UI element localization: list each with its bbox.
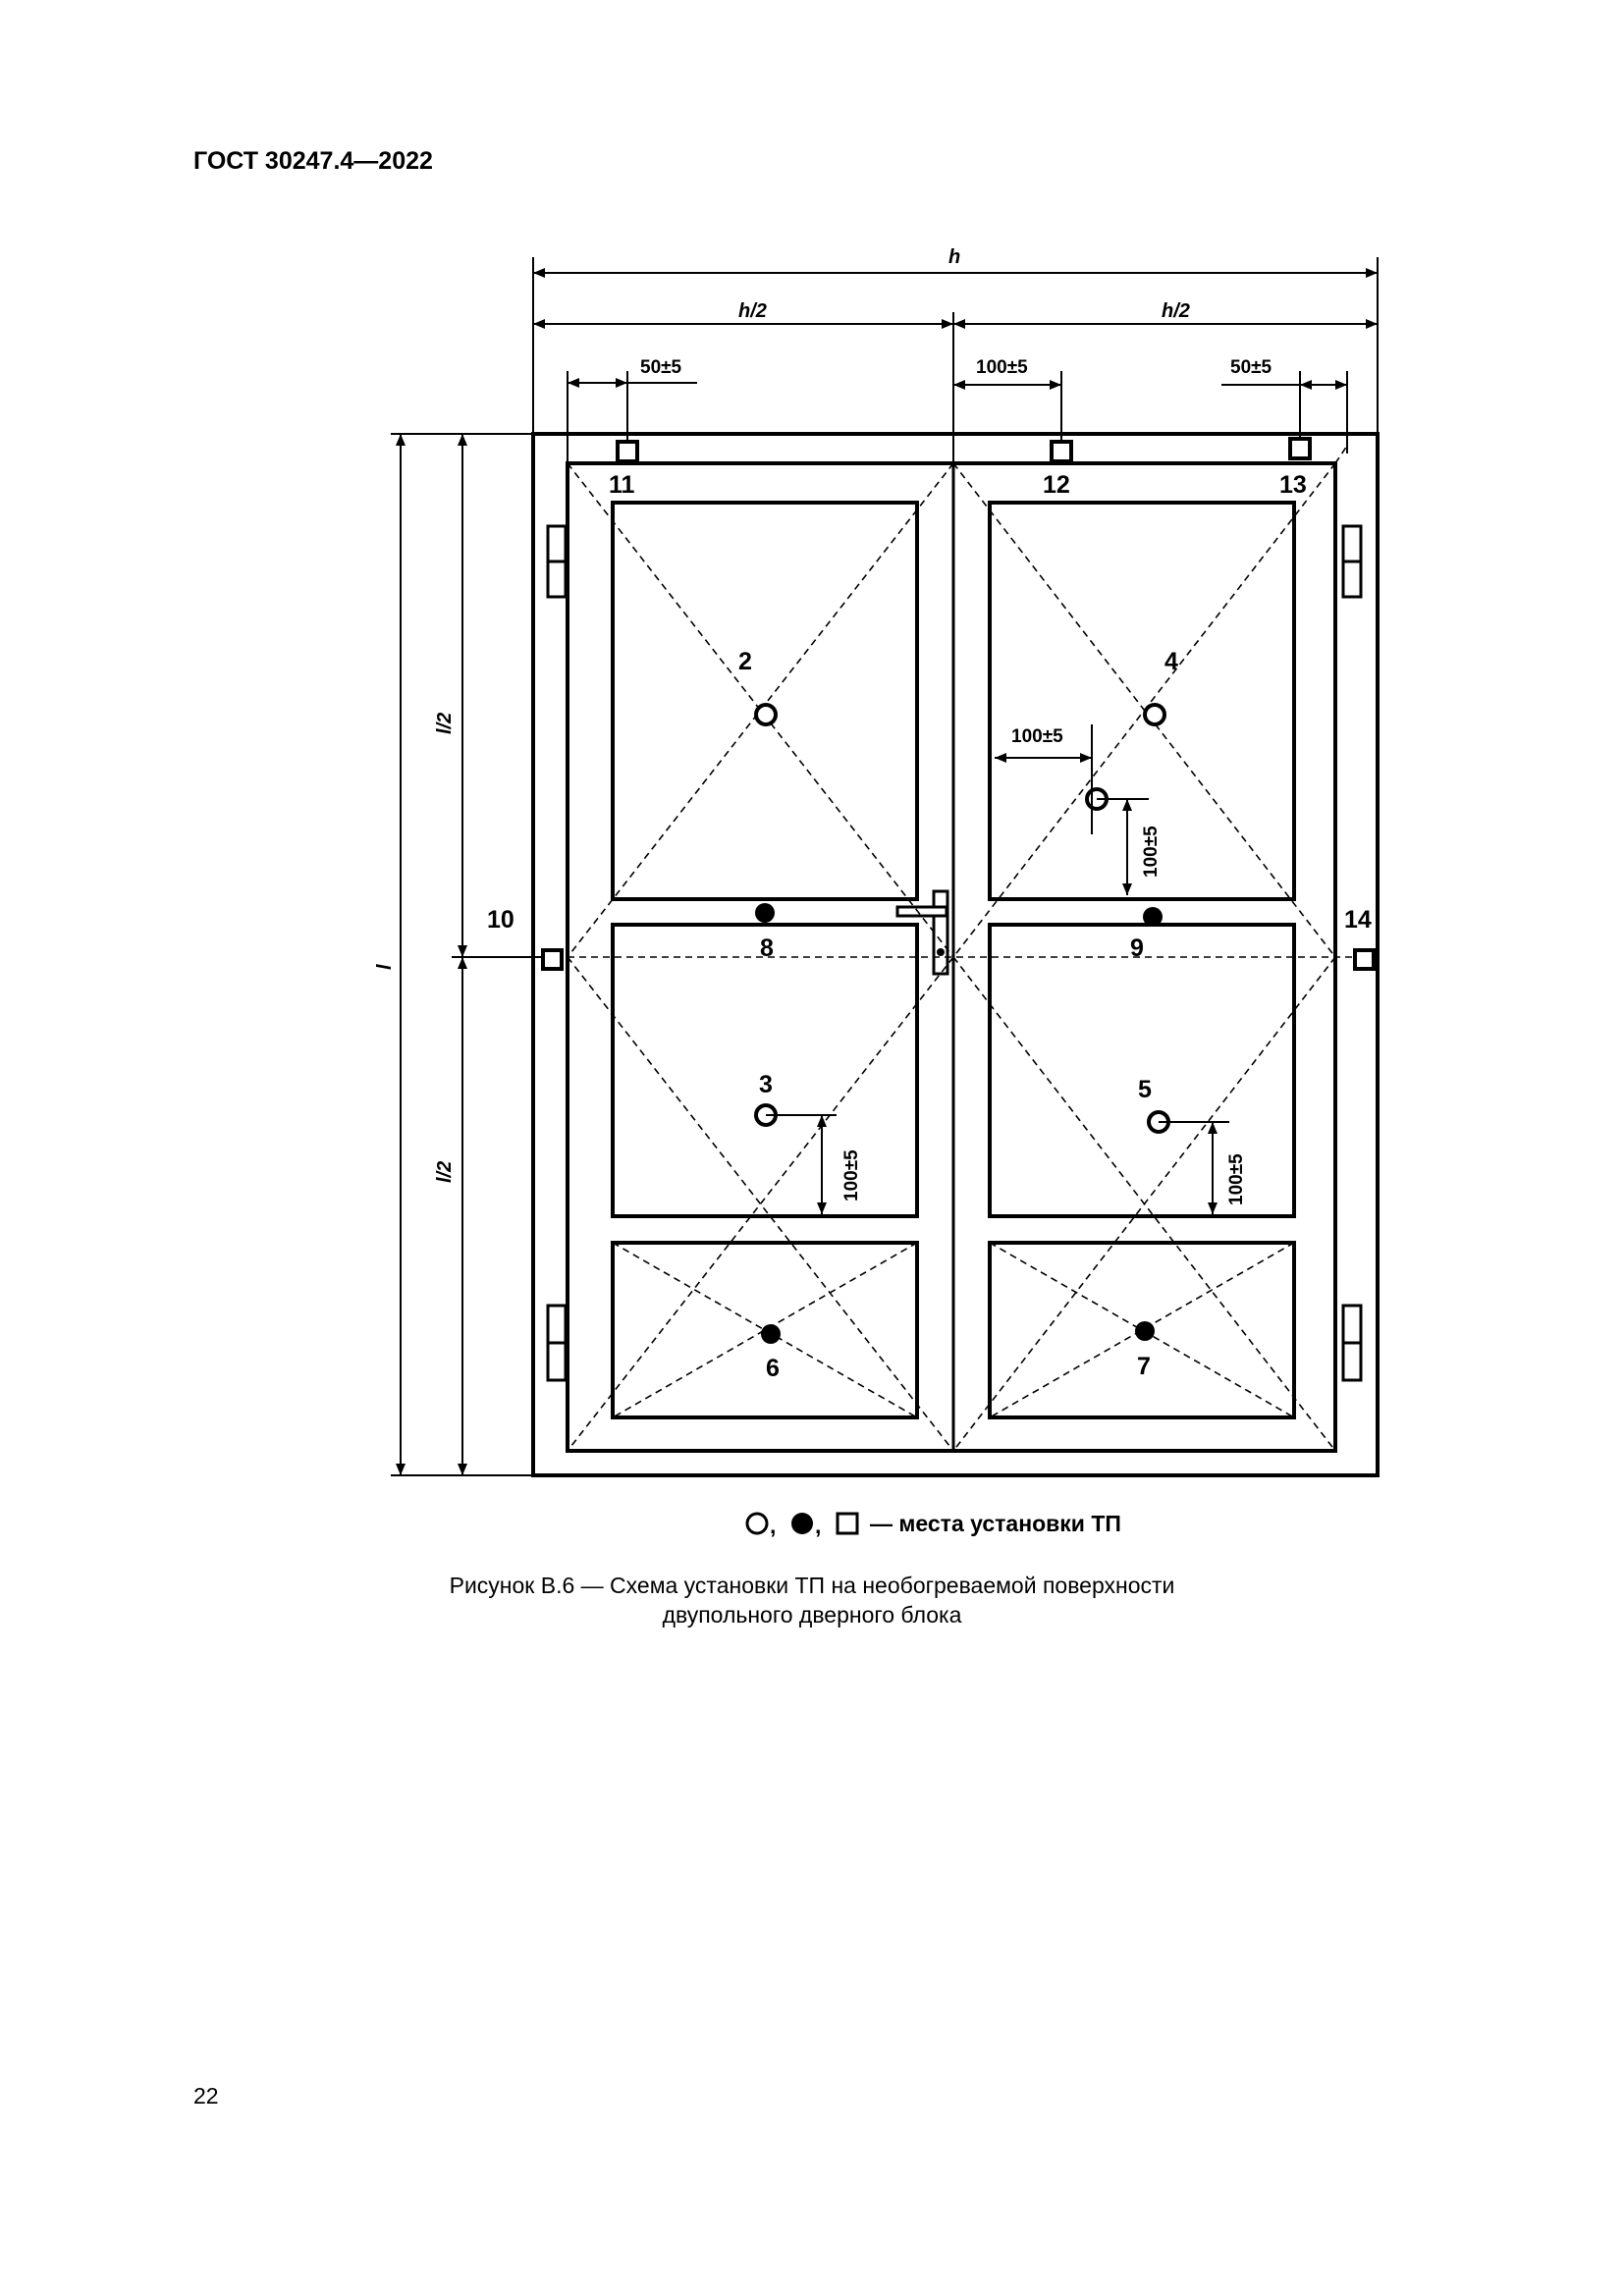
legend-separator-2: , — [815, 1513, 822, 1538]
figure-caption — [0, 1571, 1624, 1629]
dim-l-label: l — [374, 964, 396, 970]
marker-2 — [756, 705, 776, 724]
dim-h-label: h — [948, 246, 961, 268]
marker-10 — [543, 950, 562, 969]
figure-caption-line-1: Рисунок В.6 — Схема установки ТП на необогреваемой поверхности — [449, 1573, 1175, 1598]
label-3: 3 — [759, 1071, 773, 1098]
label-9: 9 — [1130, 934, 1144, 962]
inner-dimension-lines — [766, 724, 1229, 1214]
legend-separator-1: , — [770, 1513, 777, 1538]
marker-13 — [1290, 439, 1310, 458]
outer-door-frame — [533, 434, 1378, 1475]
left-dimension-lines — [391, 434, 543, 1475]
dim-l-half-upper-label: l/2 — [434, 712, 456, 734]
dim-l-half-lower-label: l/2 — [434, 1160, 456, 1183]
legend-text: — места установки ТП — [870, 1511, 1121, 1536]
dim-100-inner-vertical-2-label: 100±5 — [841, 1149, 862, 1201]
dim-100-inner-horizontal-label: 100±5 — [1011, 726, 1063, 747]
marker-12 — [1052, 442, 1071, 461]
legend-filled-circle-icon — [791, 1513, 813, 1534]
label-8: 8 — [760, 934, 774, 962]
label-14: 14 — [1344, 906, 1372, 934]
marker-7 — [1135, 1321, 1155, 1341]
page-header: ГОСТ 30247.4—2022 — [193, 147, 433, 175]
label-6: 6 — [766, 1355, 780, 1382]
dim-100-inner-vertical-3-label: 100±5 — [1226, 1153, 1247, 1205]
marker-9 — [1143, 907, 1163, 927]
label-11: 11 — [609, 471, 635, 499]
open-circle-markers — [756, 705, 1168, 1132]
square-markers — [543, 439, 1374, 969]
dim-h-half-left-label: h/2 — [738, 300, 767, 322]
panel-upper-left — [613, 503, 917, 899]
dim-50-right-label: 50±5 — [1230, 357, 1272, 378]
legend-open-circle-icon — [747, 1514, 767, 1533]
legend-square-icon — [838, 1514, 857, 1533]
marker-14 — [1355, 950, 1374, 969]
label-12: 12 — [1043, 471, 1070, 499]
dim-h-half-right-label: h/2 — [1162, 300, 1190, 322]
dim-50-left-label: 50±5 — [640, 357, 682, 378]
page-number: 22 — [193, 2083, 219, 2109]
dim-100-top-label: 100±5 — [976, 357, 1028, 378]
marker-6 — [761, 1324, 781, 1344]
figure-caption-line-2: двупольного дверного блока — [662, 1602, 962, 1628]
dim-100-inner-vertical-1-label: 100±5 — [1141, 826, 1162, 878]
label-13: 13 — [1279, 471, 1307, 499]
legend — [747, 1511, 1121, 1538]
label-2: 2 — [738, 648, 752, 675]
diagonal-construction-lines — [461, 446, 1378, 1451]
marker-4 — [1145, 705, 1164, 724]
label-5: 5 — [1138, 1076, 1152, 1103]
label-4: 4 — [1164, 648, 1178, 675]
filled-circle-markers — [755, 903, 1163, 1344]
marker-11 — [618, 442, 637, 461]
label-10: 10 — [487, 906, 514, 934]
marker-8 — [755, 903, 775, 923]
label-7: 7 — [1137, 1353, 1151, 1380]
door-handle — [897, 891, 947, 974]
